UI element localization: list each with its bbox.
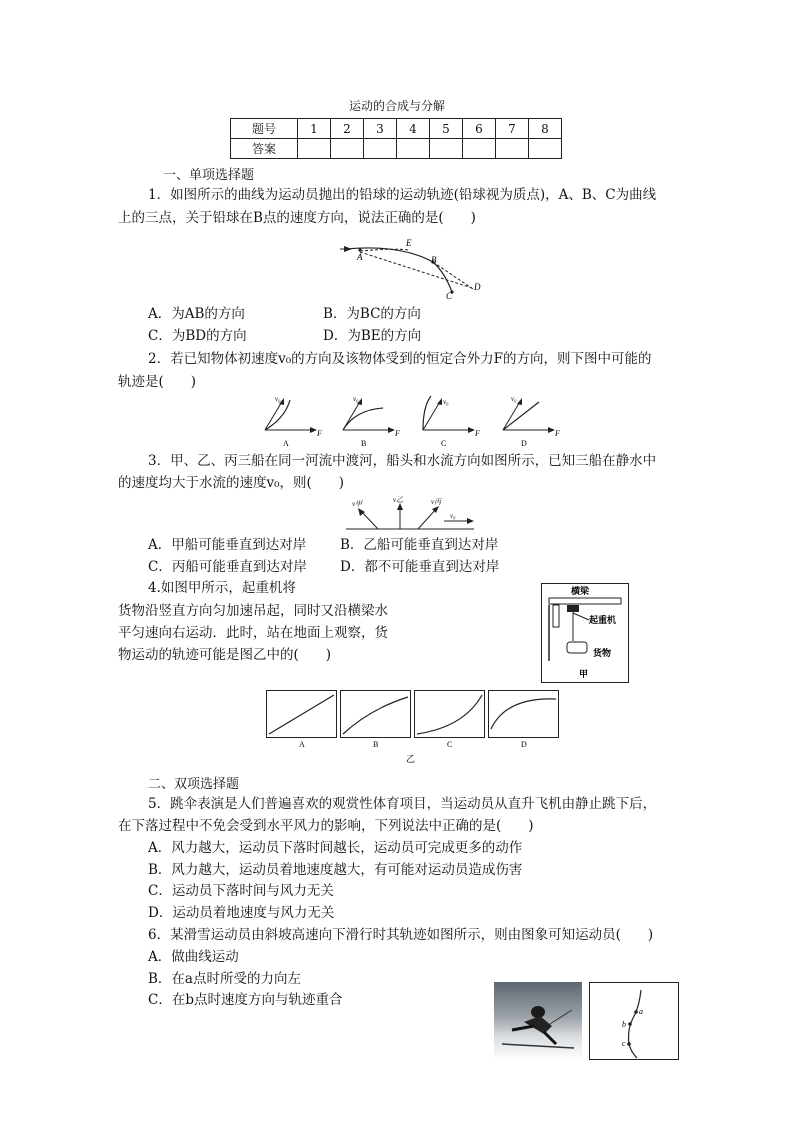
- crane-label: 起重机: [589, 615, 617, 625]
- q4-option-c-graph: [415, 691, 485, 750]
- table-cell: 1: [298, 119, 331, 139]
- section-heading-double-choice: 二、双项选择题: [148, 777, 240, 792]
- table-cell: 3: [364, 119, 397, 139]
- cargo-label: 货物: [593, 648, 612, 658]
- table-cell: 7: [496, 119, 529, 139]
- answer-cell[interactable]: [298, 139, 331, 159]
- answer-cell[interactable]: [331, 139, 364, 159]
- point-label-a: A: [357, 252, 363, 262]
- q3-option-b: B．乙船可能垂直到达对岸: [340, 537, 499, 553]
- q1-option-b: B．为BC的方向: [323, 306, 421, 322]
- q5-option-a: A．风力越大，运动员下落时间越长，运动员可完成更多的动作: [148, 840, 523, 856]
- svg-text:F: F: [395, 429, 400, 438]
- svg-text:F: F: [555, 429, 560, 438]
- answer-table: [230, 118, 562, 159]
- figure-caption: 乙: [406, 754, 416, 764]
- q2-trajectory-options-figure: [255, 392, 565, 448]
- point-label-e: E: [406, 238, 412, 248]
- table-cell: 5: [430, 119, 463, 139]
- point-label-c: C: [446, 291, 453, 301]
- svg-text:D: D: [521, 740, 527, 749]
- q6-option-a: A．做曲线运动: [148, 949, 239, 965]
- table-cell: 4: [397, 119, 430, 139]
- q2-figure-letter: B: [361, 439, 367, 448]
- answer-cell[interactable]: [430, 139, 463, 159]
- q2-option-a-graph: [265, 395, 322, 448]
- svg-text:F: F: [317, 429, 322, 438]
- table-row-label: 答案: [231, 139, 298, 159]
- q2-figure-letter: D: [521, 439, 527, 448]
- q4-option-a-graph: [267, 691, 337, 750]
- velocity-label: v丙: [431, 498, 442, 506]
- question-2-text: 2．若已知物体初速度v₀的方向及该物体受到的恒定合外力F的方向，则下图中可能的: [148, 351, 652, 367]
- table-cell: 2: [331, 119, 364, 139]
- q2-option-d-graph: [503, 395, 560, 448]
- skier-icon: [494, 982, 582, 1060]
- table-row: [231, 119, 562, 139]
- q3-option-a: A．甲船可能垂直到达对岸: [148, 537, 307, 553]
- q6-trajectory-figure: [589, 982, 679, 1060]
- point-label-d: D: [474, 282, 481, 292]
- table-cell: 8: [529, 119, 562, 139]
- q6-option-b: B．在a点时所受的力向左: [148, 971, 301, 987]
- point-label-b: B: [431, 255, 437, 265]
- q1-option-d: D．为BE的方向: [323, 328, 422, 344]
- question-5-text: 在下落过程中不免会受到水平风力的影响，下列说法中正确的是( ): [118, 818, 534, 834]
- table-cell: 6: [463, 119, 496, 139]
- answer-cell[interactable]: [529, 139, 562, 159]
- point-label-a: a: [639, 1007, 643, 1016]
- q2-option-c-graph: [423, 396, 480, 448]
- q2-figure-letter: C: [441, 439, 447, 448]
- answer-cell[interactable]: [496, 139, 529, 159]
- point-label-b: b: [622, 1020, 626, 1029]
- section-heading-single-choice: 一、单项选择题: [163, 168, 255, 183]
- svg-text:v₀: v₀: [275, 395, 281, 403]
- beam-label: 横梁: [571, 586, 590, 596]
- point-label-c: c: [622, 1039, 626, 1048]
- svg-text:A: A: [299, 740, 305, 749]
- question-3-text: 3．甲、乙、丙三船在同一河流中渡河，船头和水流方向如图所示，已知三船在静水中: [148, 453, 657, 469]
- svg-text:B: B: [373, 740, 379, 749]
- svg-text:F: F: [475, 429, 480, 438]
- q1-trajectory-figure: [330, 236, 490, 302]
- q1-option-c: C．为BD的方向: [148, 328, 247, 344]
- question-3-text: 的速度均大于水流的速度v₀，则( ): [118, 475, 345, 491]
- velocity-label: v₀: [450, 512, 456, 520]
- q2-figure-letter: A: [283, 439, 289, 448]
- question-4-text: 4.如图甲所示，起重机将: [148, 580, 296, 596]
- question-4-text: 货物沿竖直方向匀加速吊起，同时又沿横梁水: [118, 603, 388, 619]
- q3-option-c: C．丙船可能垂直到达对岸: [148, 559, 307, 575]
- question-4-text: 平匀速向右运动．此时，站在地面上观察，货: [118, 625, 388, 641]
- q2-option-b-graph: [343, 395, 400, 448]
- velocity-label: v甲: [352, 500, 363, 508]
- svg-text:C: C: [447, 740, 453, 749]
- answer-cell[interactable]: [397, 139, 430, 159]
- question-2-text: 轨迹是( ): [118, 374, 197, 390]
- q5-option-c: C．运动员下落时间与风力无关: [148, 883, 334, 899]
- svg-text:v₀: v₀: [511, 395, 517, 403]
- answer-cell[interactable]: [364, 139, 397, 159]
- q4-crane-figure-jia: [541, 583, 629, 683]
- q4-option-b-graph: [341, 691, 411, 750]
- q6-option-c: C．在b点时速度方向与轨迹重合: [148, 992, 343, 1008]
- question-6-text: 6．某滑雪运动员由斜坡高速向下滑行时其轨迹如图所示，则由图象可知运动员( ): [148, 927, 654, 943]
- q5-option-d: D．运动员着地速度与风力无关: [148, 905, 335, 921]
- q3-boats-figure: [340, 494, 480, 536]
- svg-text:v₀: v₀: [443, 398, 449, 406]
- svg-text:v₀: v₀: [353, 395, 359, 403]
- question-5-text: 5．跳伞表演是人们普遍喜欢的观赏性体育项目，当运动员从直升飞机由静止跳下后，: [148, 796, 657, 812]
- page-title: 运动的合成与分解: [348, 99, 445, 113]
- answer-cell[interactable]: [463, 139, 496, 159]
- q5-option-b: B．风力越大，运动员着地速度越大，有可能对运动员造成伤害: [148, 862, 523, 878]
- velocity-label: v乙: [393, 496, 404, 504]
- q3-option-d: D．都不可能垂直到达对岸: [340, 559, 500, 575]
- question-4-text: 物运动的轨迹可能是图乙中的( ): [118, 647, 332, 663]
- q1-option-a: A．为AB的方向: [148, 306, 245, 322]
- figure-caption: 甲: [579, 669, 589, 679]
- table-row: [231, 139, 562, 159]
- question-1-text: 1．如图所示的曲线为运动员抛出的铅球的运动轨迹(铅球视为质点)，A、B、C为曲线: [148, 187, 657, 203]
- skier-photo: [494, 982, 582, 1060]
- q4-trajectory-options-figure-yi: [266, 689, 562, 765]
- q4-option-d-graph: [489, 691, 559, 750]
- table-row-label: 题号: [231, 119, 298, 139]
- question-1-text: 上的三点，关于铅球在B点的速度方向，说法正确的是( ): [118, 210, 476, 226]
